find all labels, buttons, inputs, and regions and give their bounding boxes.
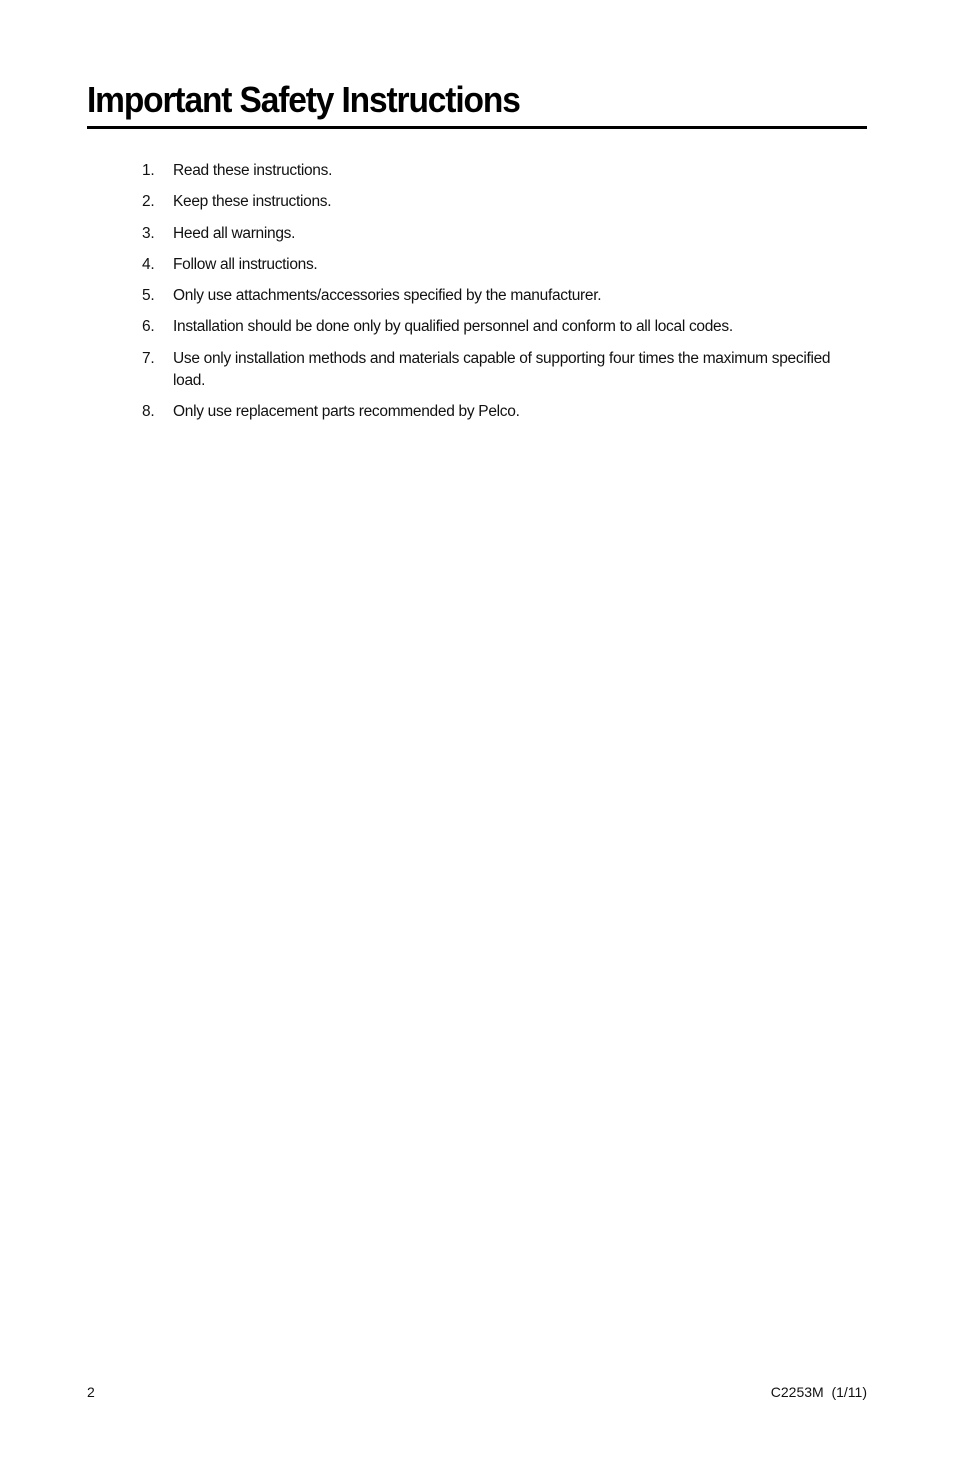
list-item-number: 3. (142, 224, 155, 242)
list-item-text: Only use replacement parts recommended by Pelco. (173, 403, 520, 421)
list-item-text: Heed all warnings. (173, 224, 296, 242)
list-item (142, 285, 842, 307)
list-item-text: Only use attachments/accessories specified by the manufacturer. (173, 287, 602, 305)
list-item-number: 7. (142, 349, 155, 367)
list-item (142, 254, 842, 276)
footer-page-number: 2 (87, 1384, 95, 1400)
footer-doc-code: C2253M (1/11) (770, 1384, 867, 1400)
list-item-number: 2. (142, 193, 155, 211)
list-item-text: Read these instructions. (173, 162, 333, 179)
title-rule (87, 126, 867, 129)
list-item-number: 1. (142, 162, 155, 179)
list-item-text: Installation should be done only by qualified personnel and conform to all local codes. (173, 318, 733, 336)
list-item (142, 223, 842, 245)
page-title: Important Safety Instructions (87, 79, 520, 120)
list-item-number: 6. (142, 318, 155, 336)
list-item (142, 191, 842, 213)
list-item-text: Use only installation methods and materials capable of supporting four times the maximum specified load. (173, 349, 831, 389)
list-item-number: 4. (142, 255, 155, 273)
safety-instructions-list (142, 160, 842, 432)
list-item-number: 8. (142, 403, 155, 421)
list-item-number: 5. (142, 287, 155, 305)
list-item (142, 348, 842, 392)
list-item-text: Follow all instructions. (173, 255, 318, 273)
list-item (142, 401, 842, 423)
list-item-text: Keep these instructions. (173, 193, 332, 211)
list-item (142, 316, 842, 338)
list-item (142, 160, 842, 182)
